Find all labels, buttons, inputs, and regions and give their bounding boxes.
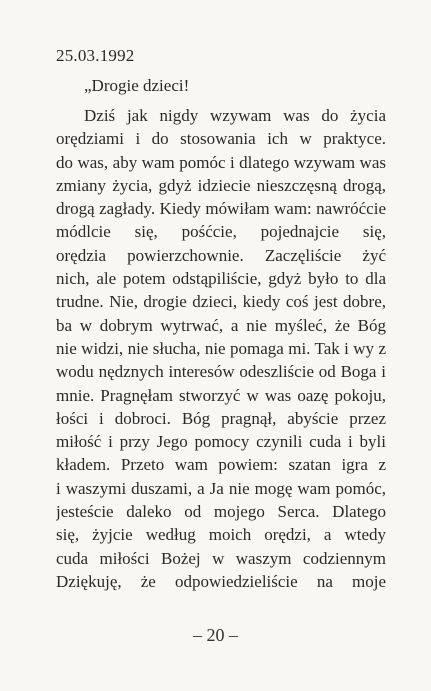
body-line: miłość i przy Jego pomocy czynili cuda i byli <box>56 432 386 452</box>
message-date: 25.03.1992 <box>56 46 135 65</box>
body-line: nie widzi, nie słucha, nie pomaga mi. Tak i wy z <box>56 338 386 358</box>
body-line: orędzia powierzchownie. Zaczęliście żyć <box>56 245 386 265</box>
body-line: kładem. Przeto wam powiem: szatan igra z <box>56 455 386 475</box>
body-line: Dziękuję, że odpowiedzieliście na moje <box>56 571 386 591</box>
body-line: orędziami i do stosowania ich w praktyce. <box>56 129 386 149</box>
message-greeting: „Drogie dzieci! <box>84 76 190 95</box>
message-body <box>56 104 386 593</box>
body-line: i waszymi duszami, a Ja nie mogę wam pomóc, <box>56 478 386 498</box>
body-line: módlcie się, pośćcie, pojednajcie się, <box>56 222 386 242</box>
body-line: ba w dobrym wytrwać, a nie myśleć, że Bóg <box>56 315 386 335</box>
body-line: trudne. Nie, drogie dzieci, kiedy coś jest dobre, <box>56 292 386 312</box>
body-line: do was, aby wam pomóc i dlatego wzywam was <box>56 152 386 172</box>
body-line: cuda miłości Bożej w waszym codziennym <box>56 548 386 568</box>
body-line: mnie. Pragnęłam stworzyć w was oazę pokoju, <box>56 385 386 405</box>
body-line: się, żyjcie według moich orędzi, a wtedy <box>56 525 386 545</box>
body-line: drogą zagłady. Kiedy mówiłam wam: nawróćcie <box>56 199 386 219</box>
body-line: łości i dobroci. Bóg pragnął, abyście przez <box>56 408 386 428</box>
page-number: – 20 – <box>193 625 238 645</box>
body-line: wodu nędznych interesów odeszliście od Boga i <box>56 362 386 382</box>
body-line: zmiany życia, gdyż idziecie nieszczęsną drogą, <box>56 175 386 195</box>
body-line: jesteście daleko od mojego Serca. Dlatego <box>56 502 386 522</box>
body-line: Dziś jak nigdy wzywam was do życia <box>84 106 386 125</box>
body-line: nich, ale potem odstąpiliście, gdyż było to dla <box>56 269 386 289</box>
